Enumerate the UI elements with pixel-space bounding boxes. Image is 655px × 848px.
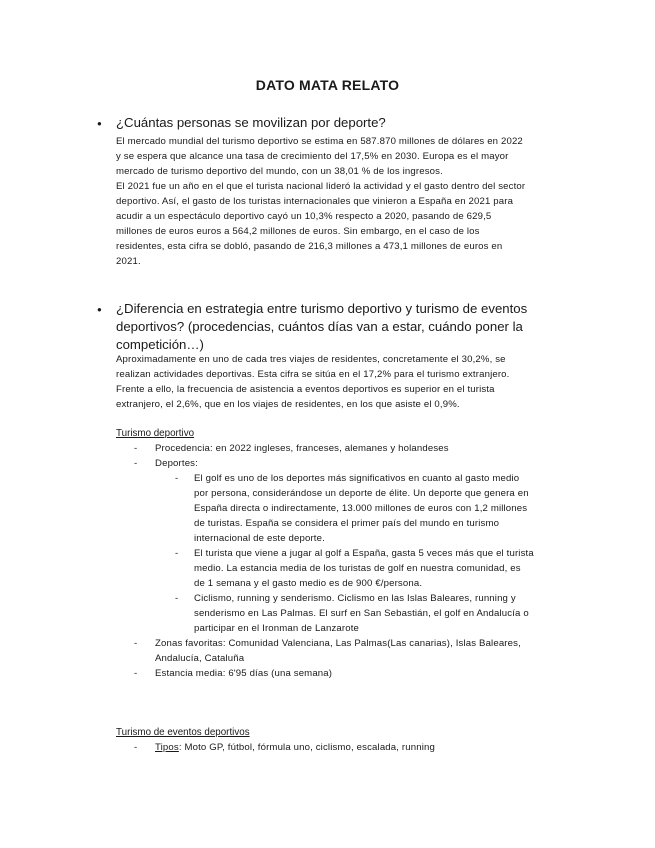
tipos-label: Tipos bbox=[155, 742, 179, 753]
text-line: Zonas favoritas: Comunidad Valenciana, Las Palmas(Las canarias), Islas Baleares, bbox=[155, 638, 521, 649]
question-line: competición…) bbox=[116, 337, 204, 352]
document-title: DATO MATA RELATO bbox=[255, 77, 400, 93]
bullet-icon: ● bbox=[97, 119, 102, 128]
text-line: de 1 semana y el gasto medio es de 900 €/persona. bbox=[194, 578, 423, 589]
text-line: mercado de turismo deportivo del mundo, con un 38,01 % de los ingresos. bbox=[116, 166, 443, 177]
golf-item-1 bbox=[194, 471, 529, 546]
text-line: senderismo en Las Palmas. El surf en San Sebastián, el golf en Andalucía o bbox=[194, 608, 529, 619]
question-line: deportivos? (procedencias, cuántos días van a estar, cuándo poner la bbox=[116, 319, 523, 334]
text-line: participar en el Ironman de Lanzarote bbox=[194, 623, 360, 634]
text-line: residentes, esta cifra se dobló, pasando de 216,3 millones a 473,1 millones de euros en bbox=[116, 241, 503, 252]
text-line: por persona, considerándose un deporte de élite. Un deporte que genera en bbox=[194, 488, 529, 499]
question-line: ¿Diferencia en estrategia entre turismo deportivo y turismo de eventos bbox=[116, 301, 528, 316]
section2-paragraph bbox=[116, 352, 566, 412]
ciclismo-item bbox=[194, 591, 529, 636]
deportes-item: Deportes: bbox=[155, 458, 198, 469]
tipos-text: : Moto GP, fútbol, fórmula uno, ciclismo, escalada, running bbox=[178, 742, 435, 753]
text-line: Ciclismo, running y senderismo. Ciclismo en las Islas Baleares, running y bbox=[194, 593, 516, 604]
question-2 bbox=[116, 300, 556, 354]
text-line: 2021. bbox=[116, 256, 141, 267]
dash-icon: - bbox=[134, 638, 138, 649]
question-1: ¿Cuántas personas se movilizan por deporte? bbox=[116, 115, 386, 130]
text-line: deportivo. Así, el gasto de los turistas internacionales que vinieron a España en 2021 para bbox=[116, 196, 514, 207]
text-line: y se espera que alcance una tasa de crecimiento del 17,5% en 2030. Europa es el mayor bbox=[116, 151, 509, 162]
zonas-item bbox=[155, 636, 521, 666]
text-line: millones de euros euros a 564,2 millones de euros. Sin embargo, en el caso de los bbox=[116, 226, 480, 237]
text-line: Aproximadamente en uno de cada tres viajes de residentes, concretamente el 30,2%, se bbox=[116, 354, 506, 365]
dash-icon: - bbox=[175, 548, 179, 559]
text-line: El 2021 fue un año en el que el turista nacional lideró la actividad y el gasto dentro del sector bbox=[116, 181, 526, 192]
turismo-deportivo-heading: Turismo deportivo bbox=[116, 428, 195, 439]
text-line: internacional de este deporte. bbox=[194, 533, 325, 544]
dash-icon: - bbox=[134, 458, 138, 469]
estancia-item: Estancia media: 6'95 días (una semana) bbox=[155, 668, 333, 679]
text-line: El mercado mundial del turismo deportivo se estima en 587.870 millones de dólares en 2022 bbox=[116, 136, 523, 147]
dash-icon: - bbox=[175, 473, 179, 484]
text-line: El golf es uno de los deportes más significativos en cuanto al gasto medio bbox=[194, 473, 520, 484]
text-line: medio. La estancia media de los turistas de golf en nuestra comunidad, es bbox=[194, 563, 521, 574]
procedencia-item: Procedencia: en 2022 ingleses, franceses, alemanes y holandeses bbox=[155, 443, 449, 454]
text-line: extranjero, el 2,6%, que en los viajes de residentes, en los que asiste el 0,9%. bbox=[116, 399, 460, 410]
turismo-eventos-heading: Turismo de eventos deportivos bbox=[116, 727, 250, 738]
text-line: acudir a un espectáculo deportivo cayó un 10,3% respecto a 2020, pasando de 629,5 bbox=[116, 211, 492, 222]
dash-icon: - bbox=[134, 443, 138, 454]
dash-icon: - bbox=[134, 742, 138, 753]
text-line: Andalucía, Cataluña bbox=[155, 653, 245, 664]
text-line: realizan actividades deportivas. Esta cifra se sitúa en el 17,2% para el turismo extranjero. bbox=[116, 369, 510, 380]
text-line: de turistas. España se considera el primer país del mundo en turismo bbox=[194, 518, 500, 529]
text-line: España directa o indirectamente, 13.000 millones de euros con 1,2 millones bbox=[194, 503, 528, 514]
dash-icon: - bbox=[134, 668, 138, 679]
text-line: Frente a ello, la frecuencia de asistencia a eventos deportivos es superior en el turista bbox=[116, 384, 495, 395]
golf-item-2 bbox=[194, 546, 534, 591]
bullet-icon: ● bbox=[97, 305, 102, 314]
section1-paragraph bbox=[116, 134, 566, 269]
dash-icon: - bbox=[175, 593, 179, 604]
text-line: El turista que viene a jugar al golf a España, gasta 5 veces más que el turista bbox=[194, 548, 534, 559]
tipos-item bbox=[155, 740, 435, 755]
